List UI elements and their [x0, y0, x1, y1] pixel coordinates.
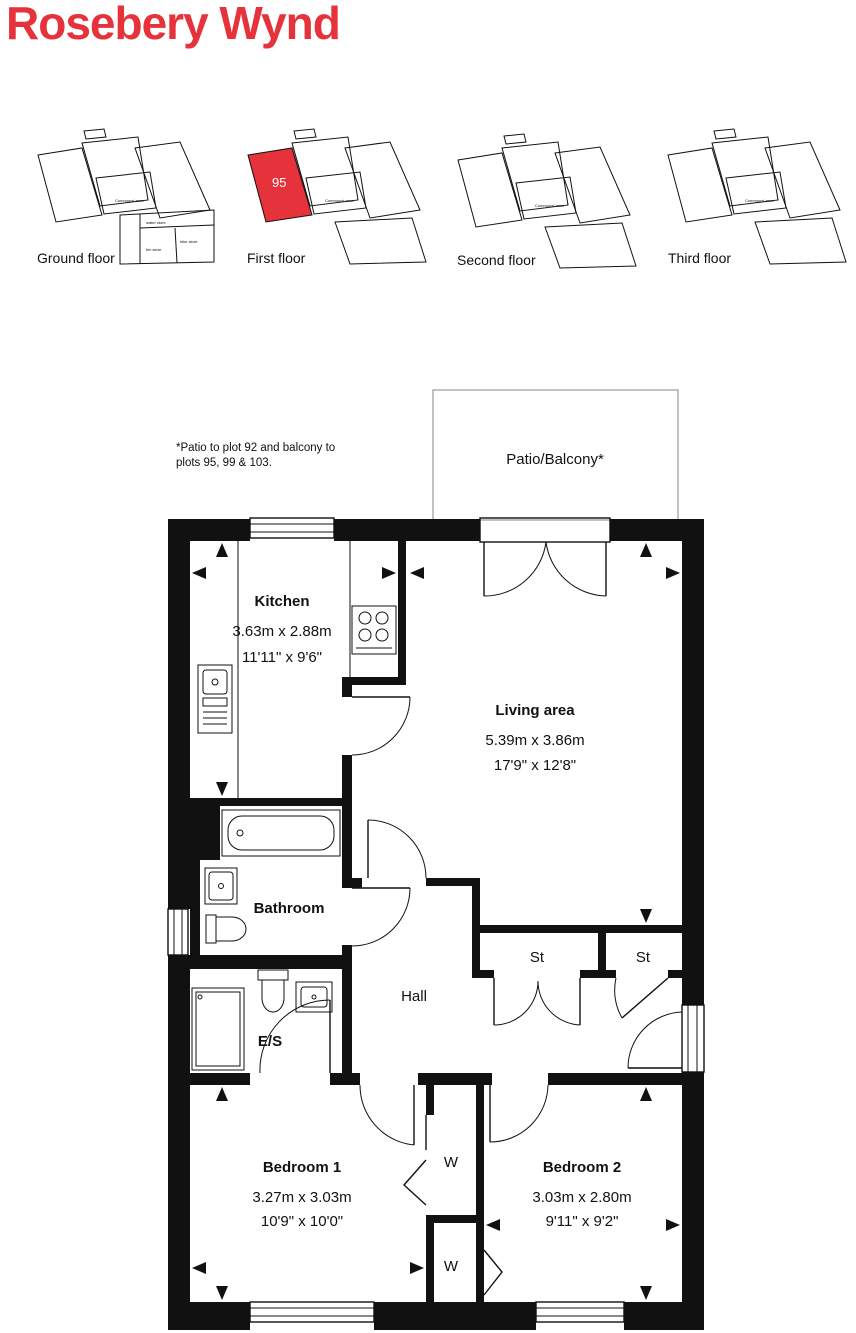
store-2-name: St [635, 949, 651, 966]
ensuite-name: E/S [257, 1033, 283, 1050]
key-plan-second-label: Second floor [457, 252, 536, 268]
bedroom-1-name: Bedroom 1 [262, 1159, 342, 1176]
patio-note-line1: *Patio to plot 92 and balcony to [176, 442, 336, 454]
kitchen-fittings [198, 541, 396, 798]
key-plan-ground [38, 129, 214, 264]
living-imperial: 17'9" x 12'8" [493, 757, 577, 774]
external-walls [168, 519, 704, 1330]
third-core-label: Communal area [745, 198, 774, 203]
key-plan-third-label: Third floor [668, 250, 732, 266]
ground-core-label: Communal area [115, 198, 144, 203]
bedroom-2-name: Bedroom 2 [542, 1159, 622, 1176]
living-name: Living area [495, 702, 575, 719]
patio-note-line2: plots 95, 99 & 103. [176, 457, 272, 469]
store-1-name: St [529, 949, 545, 966]
bedroom-1-imperial: 10'9" x 10'0" [260, 1213, 344, 1230]
ground-store-label-2: bin store [146, 247, 162, 252]
first-core-label: Communal area [325, 198, 354, 203]
wardrobe-1-name: W [443, 1154, 459, 1171]
hob [352, 606, 396, 654]
second-core-label: Communal area [535, 203, 564, 208]
ground-store-label-1: water store [146, 220, 166, 225]
key-plan-first-label: First floor [247, 250, 306, 266]
bedroom-2-imperial: 9'11" x 9'2" [545, 1213, 619, 1230]
key-plan-second [458, 134, 636, 268]
bathroom-name: Bathroom [253, 900, 325, 917]
bedroom-1-metric: 3.27m x 3.03m [252, 1189, 352, 1206]
patio-label: Patio/Balcony* [506, 451, 604, 468]
highlight-plot-number: 95 [272, 175, 287, 190]
kitchen-imperial: 11'11" x 9'6" [241, 649, 323, 666]
key-plan-ground-label: Ground floor [37, 250, 115, 266]
development-title: Rosebery Wynd [6, 0, 340, 49]
key-plan-third [668, 129, 846, 264]
key-plan-first [248, 129, 426, 264]
bathroom-fittings [205, 810, 340, 943]
hall-name: Hall [401, 988, 427, 1005]
wardrobe-2-name: W [443, 1258, 459, 1275]
living-metric: 5.39m x 3.86m [485, 732, 585, 749]
kitchen-metric: 3.63m x 2.88m [232, 623, 332, 640]
kitchen-name: Kitchen [254, 593, 310, 610]
bedroom-2-metric: 3.03m x 2.80m [532, 1189, 632, 1206]
ground-store-label-3: bike store [180, 239, 198, 244]
